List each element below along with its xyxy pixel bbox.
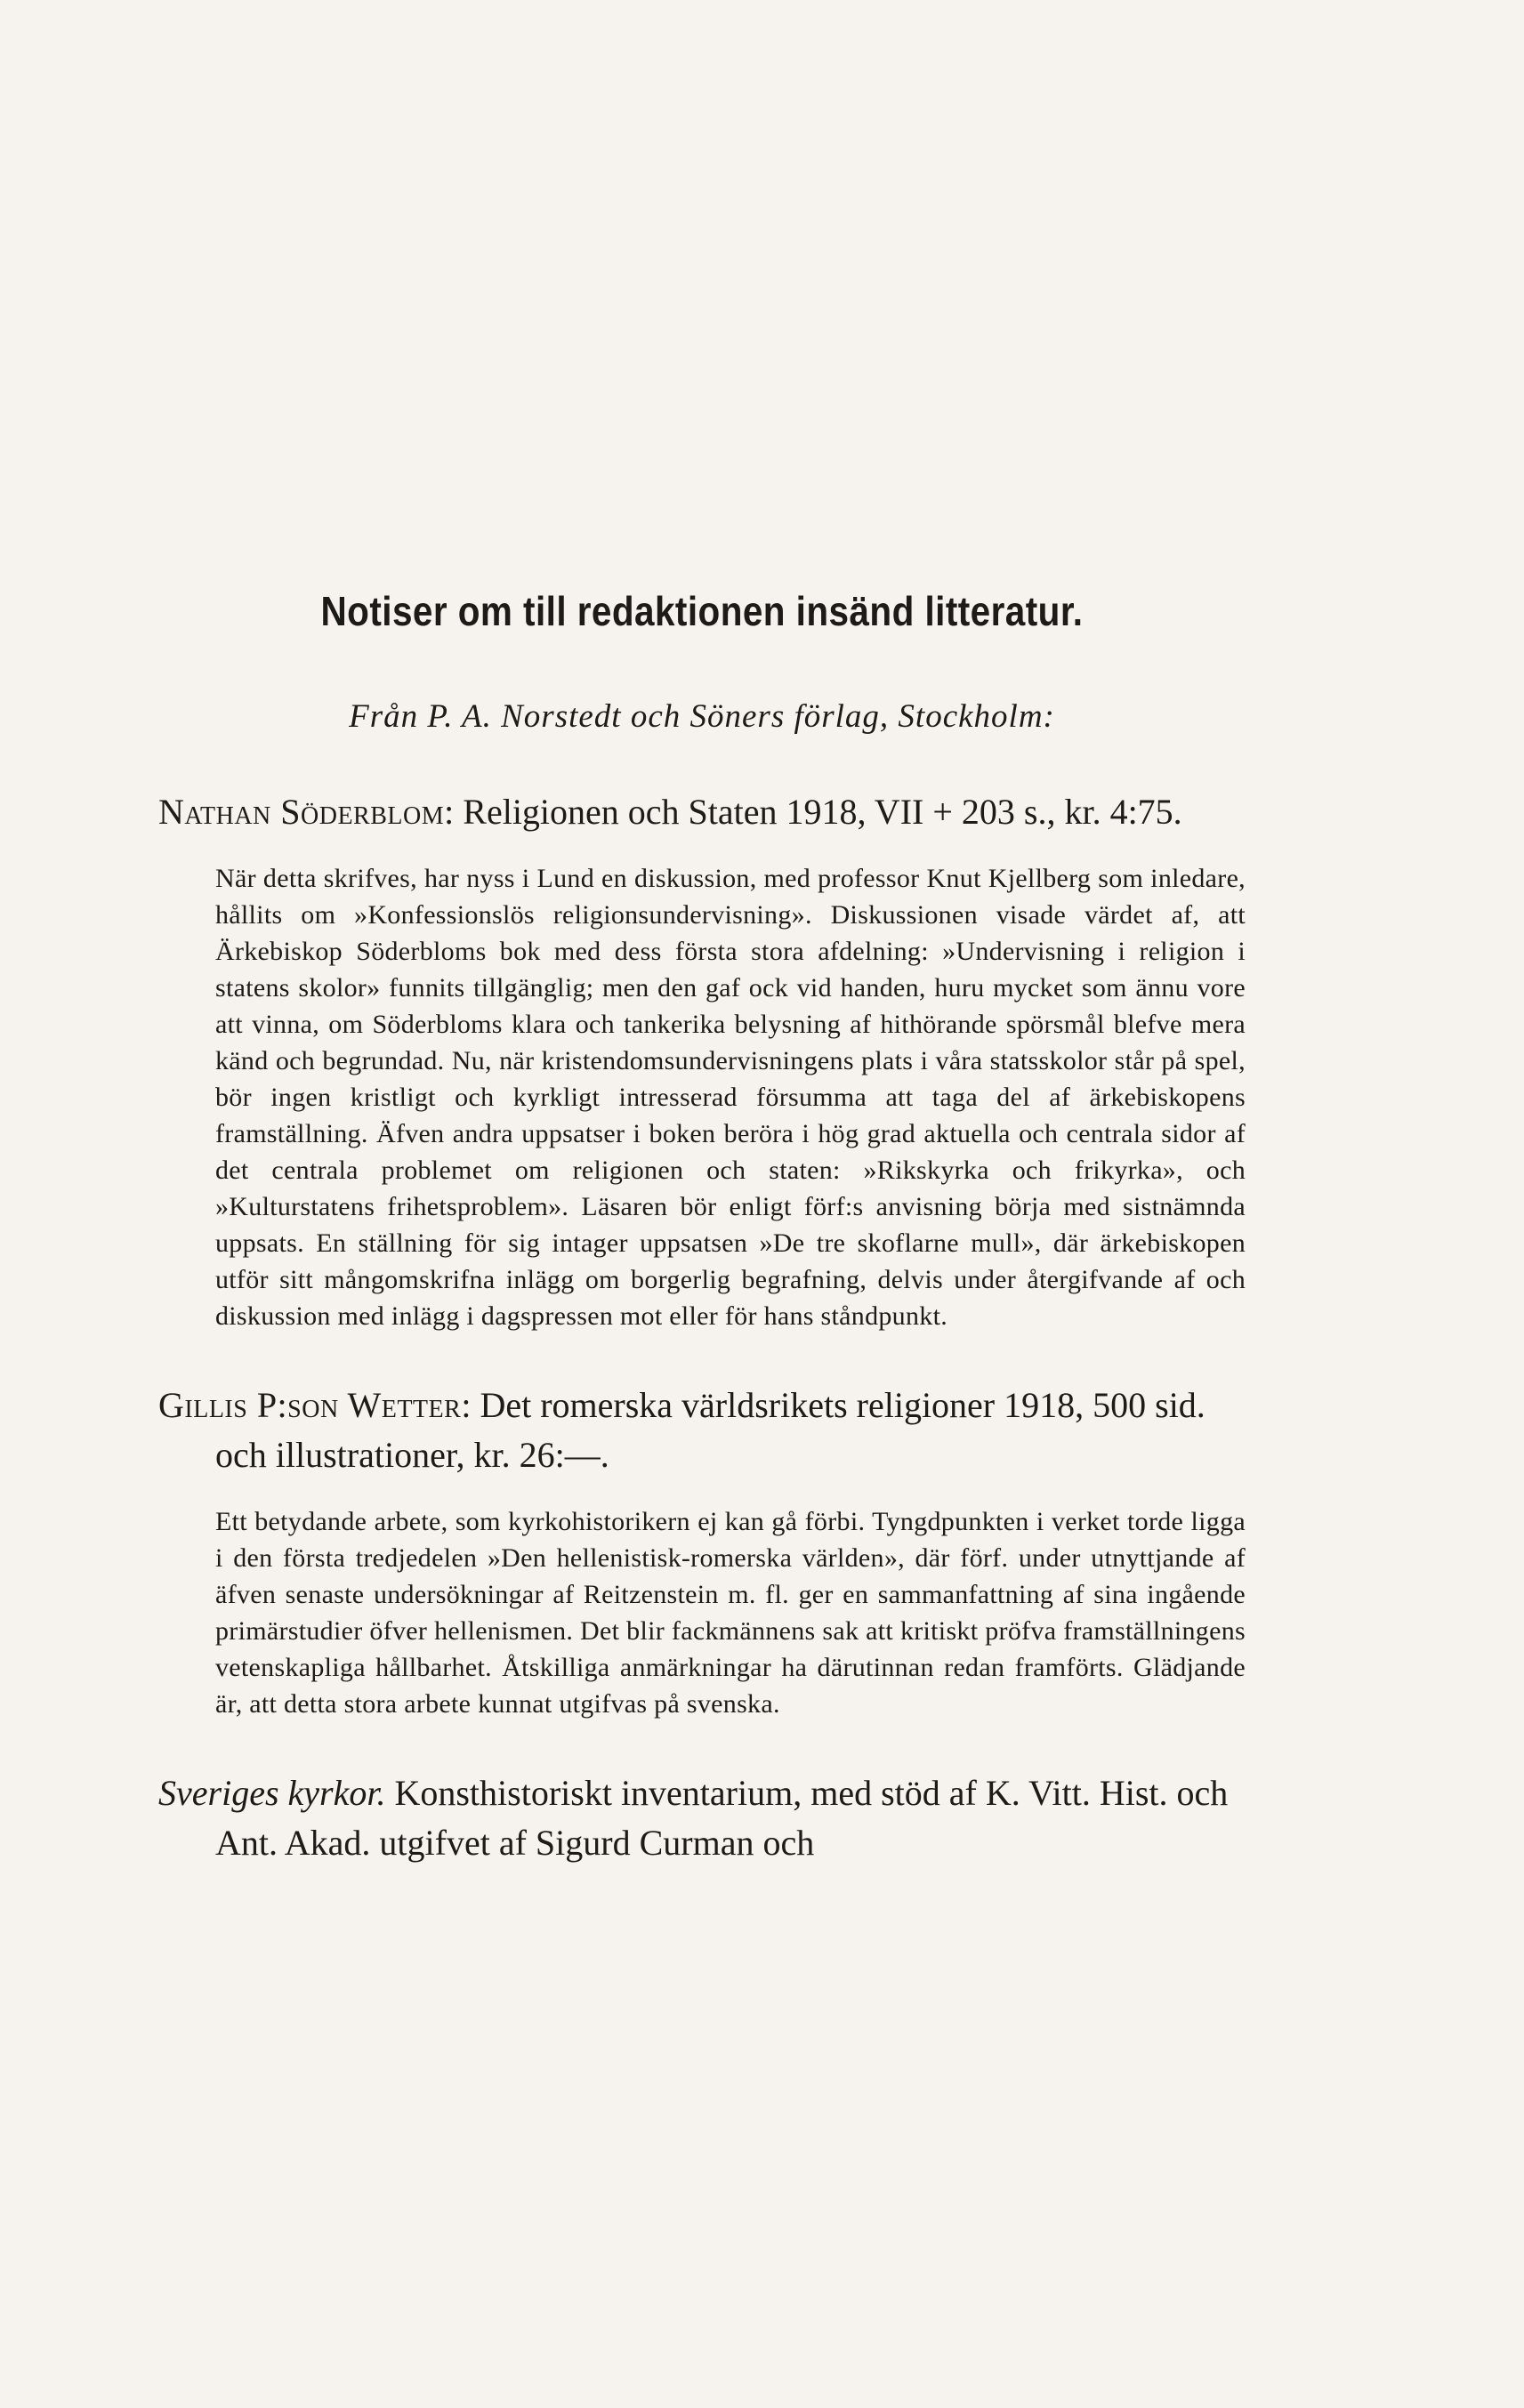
entry-review: Ett betydande arbete, som kyrkohistorikern ej kan gå förbi. Tyngdpunkten i verket torde ligga i den första tredjedelen »Den hellenistisk-romerska världen», där förf. under utnyttjande af äfven senaste undersökningar af Reitzenstein m. fl. ger en sammanfattning af sina ingående primärstudier öfver hellenismen. Det blir fackmännens sak att kritiskt pröfva framställningens vetenskapliga hållbarhet. Åtskilliga anmärkningar ha därutinnan redan framförts. Glädjande är, att detta stora arbete kunnat utgifvas på svenska. [215,1507,1246,1719]
series-title: Sveriges kyrkor. [158,1773,386,1813]
book-entry-sveriges-kyrkor [158,1768,1246,1868]
entry-heading: Nathan Söderblom: Religionen och Staten 1918, VII + 203 s., kr. 4:75. [158,792,1182,832]
page-heading: Notiser om till redaktionen insänd litteratur. [320,588,1084,634]
entry-review: När detta skrifves, har nyss i Lund en diskussion, med professor Knut Kjellberg som inledare, hållits om »Konfessionslös religionsundervisning». Diskussionen visade värdet af, att Ärkebiskop Söderbloms bok med dess första stora afdelning: »Undervisning i religion i statens skolor» funnits tillgänglig; men den gaf ock vid handen, huru mycket som ännu vore att vinna, om Söderbloms klara och tankerika belysning af hithörande spörsmål blefve mera känd och begrundad. Nu, när kristendomsundervisningens plats i våra statsskolor står på spel, bör ingen kristligt och kyrkligt intresserad försumma att taga del af ärkebiskopens framställning. Äfven andra uppsatser i boken beröra i hög grad aktuella och centrala sidor af det centrala problemet om religionen och staten: »Rikskyrka och frikyrka», och »Kulturstatens frihetsproblem». Läsaren bör enligt förf:s anvisning börja med sistnämnda uppsats. En ställning för sig intager uppsatsen »De tre skoflarne mull», där ärkebiskopen utför sitt mångomskrifna inlägg om borgerlig begrafning, delvis under återgifvande af och diskussion med inlägg i dagspressen mot eller för hans ståndpunkt. [215,864,1246,1331]
entry-title: Konsthistoriskt inventarium, med stöd af K. Vitt. Hist. och Ant. Akad. utgifvet af Sigurd Curman och [215,1773,1229,1863]
book-entry-soderblom [158,787,1246,1334]
entry-title: Det romerska världsrikets religioner 1918, 500 sid. och illustrationer, kr. 26:—. [215,1385,1205,1475]
entry-author: Gillis P:son Wetter [158,1385,462,1425]
entry-heading: Gillis P:son Wetter: Det romerska världsrikets religioner 1918, 500 sid. och illustrationer, kr. 26:—. [158,1385,1205,1475]
publisher-line: Från P. A. Norstedt och Söners förlag, Stockholm: [349,698,1055,735]
entry-heading [158,1768,1246,1868]
page-content [158,587,1246,1891]
entry-title: Religionen och Staten 1918, VII + 203 s., kr. 4:75. [463,792,1182,832]
entry-author: Nathan Söderblom [158,792,445,832]
book-entry-wetter [158,1381,1246,1722]
